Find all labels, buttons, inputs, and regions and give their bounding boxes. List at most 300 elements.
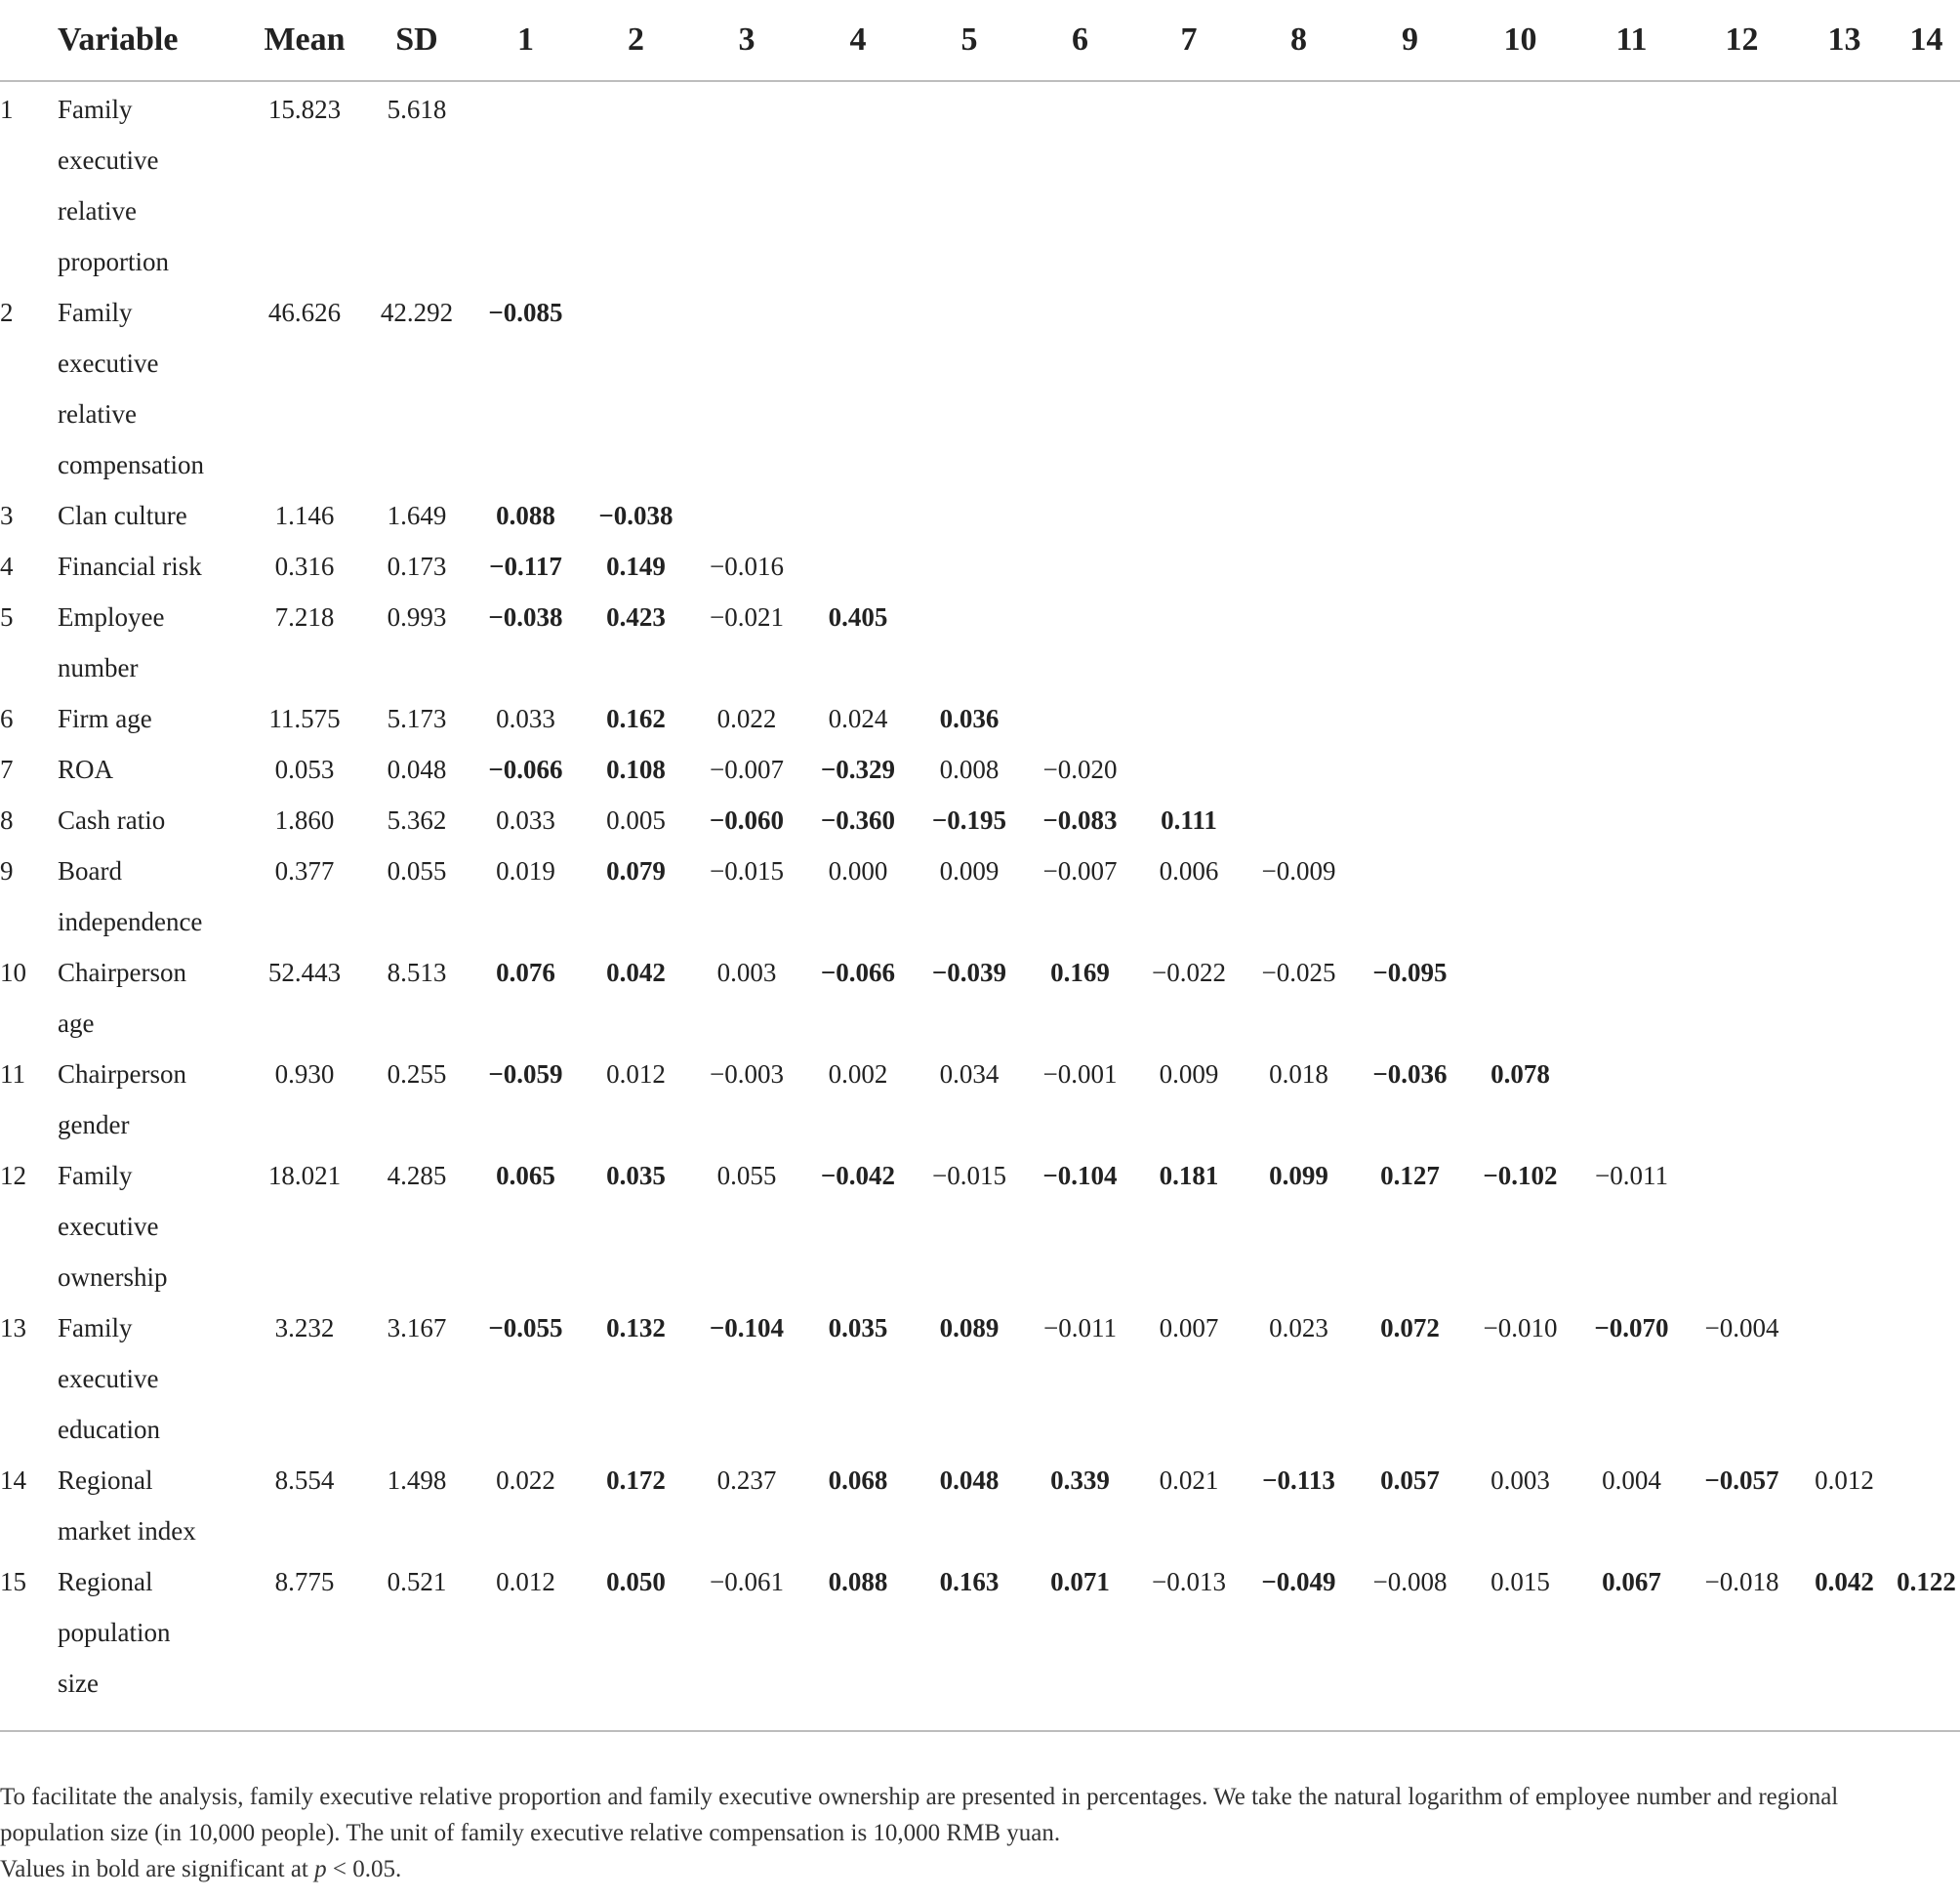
row-variable-name [58,1150,246,1302]
row-index: 6 [0,704,14,733]
header-index-col [0,0,58,81]
footnote-significance-suffix: < 0.05. [326,1856,402,1882]
correlation-cell: −0.025 [1261,958,1336,987]
empty-cell [1796,1302,1893,1455]
correlation-cell: 0.088 [496,501,555,530]
row-index: 8 [0,805,14,835]
row-variable-name [58,592,246,693]
correlation-cell: 0.405 [828,602,888,632]
empty-cell [1893,541,1960,592]
correlation-cell: −0.007 [1042,856,1118,886]
correlation-cell: 0.122 [1897,1567,1956,1596]
correlation-cell: 0.035 [828,1313,888,1342]
correlation-cell: −0.010 [1483,1313,1558,1342]
variable-name-line: size [58,1669,99,1698]
empty-cell [1465,541,1575,592]
empty-cell [1796,795,1893,846]
empty-cell [1796,947,1893,1049]
empty-cell [1135,744,1243,795]
empty-cell [1796,693,1893,744]
empty-cell [1796,592,1893,693]
row-mean: 0.930 [274,1059,335,1089]
row-index: 5 [0,602,14,632]
correlation-cell: 0.099 [1269,1161,1328,1190]
empty-cell [1688,490,1796,541]
empty-cell [1135,287,1243,490]
correlation-cell: 0.079 [606,856,666,886]
header-col-7: 7 [1135,0,1243,81]
row-sd: 42.292 [380,298,454,327]
empty-cell [1575,795,1688,846]
row-sd: 0.993 [387,602,447,632]
correlation-cell: 0.015 [1490,1567,1550,1596]
correlation-cell: 0.169 [1050,958,1110,987]
variable-name-line: Chairperson [58,958,186,987]
empty-cell [1893,693,1960,744]
empty-cell [1893,1049,1960,1150]
table-row [0,490,1960,541]
correlation-cell: 0.036 [939,704,1000,733]
empty-cell [1243,744,1355,795]
header-col-12: 12 [1688,0,1796,81]
empty-cell [1575,287,1688,490]
row-variable-name [58,744,246,795]
row-index: 10 [0,958,26,987]
variable-name-line: number [58,653,139,682]
row-variable-name [58,287,246,490]
row-mean: 1.146 [274,501,335,530]
empty-cell [581,81,691,287]
header-col-6: 6 [1025,0,1135,81]
empty-cell [1575,947,1688,1049]
empty-cell [1688,795,1796,846]
variable-name-line: executive [58,1364,159,1393]
correlation-cell: 0.022 [496,1465,555,1495]
row-index: 2 [0,298,14,327]
correlation-cell: 0.237 [716,1465,777,1495]
correlation-cell: −0.195 [931,805,1007,835]
row-mean: 1.860 [274,805,335,835]
correlation-cell: 0.002 [828,1059,888,1089]
empty-cell [914,592,1025,693]
empty-cell [1688,693,1796,744]
correlation-cell: 0.163 [939,1567,1000,1596]
row-variable-name [58,846,246,947]
empty-cell [1688,846,1796,947]
empty-cell [1135,592,1243,693]
correlation-cell: −0.061 [710,1567,784,1596]
row-variable-name [58,1455,246,1556]
empty-cell [1355,592,1465,693]
empty-cell [1796,81,1893,287]
empty-cell [1575,693,1688,744]
correlation-cell: 0.423 [606,602,666,632]
correlation-cell: 0.181 [1159,1161,1219,1190]
correlation-cell: 0.127 [1380,1161,1440,1190]
variable-name-line: executive [58,145,159,175]
row-mean: 18.021 [267,1161,342,1190]
correlation-cell: −0.104 [1042,1161,1118,1190]
correlation-cell: 0.067 [1602,1567,1661,1596]
table-row [0,592,1960,693]
correlation-cell: −0.011 [1043,1313,1117,1342]
empty-cell [1355,693,1465,744]
correlation-cell: −0.060 [709,805,785,835]
empty-cell [1796,846,1893,947]
correlation-cell: −0.021 [710,602,784,632]
footnote-significance-prefix: Values in bold are significant at [0,1856,315,1882]
table-row [0,1150,1960,1302]
empty-cell [1355,81,1465,287]
correlation-cell: 0.078 [1490,1059,1550,1089]
empty-cell [1575,541,1688,592]
correlation-cell: 0.065 [496,1161,555,1190]
empty-cell [1465,490,1575,541]
variable-name-line: independence [58,907,203,936]
correlation-cell: 0.012 [1815,1465,1874,1495]
row-index: 4 [0,552,14,581]
empty-cell [1025,490,1135,541]
header-col-3: 3 [691,0,802,81]
variable-name-line: relative [58,399,137,429]
empty-cell [1893,287,1960,490]
footnote-significance [0,1851,1942,1887]
row-variable-name [58,490,246,541]
correlation-cell: −0.013 [1152,1567,1226,1596]
correlation-cell: 0.042 [1815,1567,1874,1596]
empty-cell [1025,541,1135,592]
variable-name-line: Family [58,1313,133,1342]
correlation-cell: −0.007 [710,755,784,784]
empty-cell [1893,592,1960,693]
empty-cell [1243,693,1355,744]
empty-cell [1135,693,1243,744]
correlation-cell: −0.085 [488,298,563,327]
correlation-cell: 0.339 [1050,1465,1110,1495]
empty-cell [1025,592,1135,693]
empty-cell [1243,541,1355,592]
table-row [0,1302,1960,1455]
empty-cell [802,81,914,287]
correlation-cell: 0.071 [1050,1567,1110,1596]
variable-name-line: population [58,1618,171,1647]
correlation-cell: 0.023 [1269,1313,1328,1342]
correlation-cell: −0.004 [1704,1313,1779,1342]
row-index: 7 [0,755,14,784]
table-row [0,1049,1960,1150]
correlation-cell: 0.172 [606,1465,666,1495]
correlation-cell: 0.057 [1380,1465,1440,1495]
empty-cell [1575,490,1688,541]
correlation-cell: −0.015 [710,856,784,886]
row-variable-name [58,1049,246,1150]
empty-cell [1796,1150,1893,1302]
row-sd: 0.521 [387,1567,447,1596]
correlation-cell: −0.066 [820,958,896,987]
row-index: 11 [0,1059,25,1089]
correlation-cell: −0.011 [1595,1161,1668,1190]
empty-cell [1796,744,1893,795]
correlation-cell: −0.057 [1704,1465,1779,1495]
correlation-cell: −0.020 [1042,755,1118,784]
correlation-cell: −0.055 [488,1313,563,1342]
empty-cell [1243,81,1355,287]
empty-cell [1796,541,1893,592]
empty-cell [1893,490,1960,541]
row-index: 1 [0,95,14,124]
correlation-cell: 0.008 [939,755,1000,784]
empty-cell [470,81,581,287]
header-col-5: 5 [914,0,1025,81]
correlation-cell: 0.000 [828,856,888,886]
correlation-cell: 0.003 [1490,1465,1550,1495]
correlation-cell: −0.113 [1262,1465,1335,1495]
variable-name-line: Financial risk [58,552,202,581]
correlation-cell: −0.038 [488,602,563,632]
empty-cell [1893,81,1960,287]
header-row [0,0,1960,81]
empty-cell [1355,490,1465,541]
empty-cell [581,287,691,490]
correlation-cell: 0.108 [606,755,666,784]
correlation-cell: −0.059 [488,1059,563,1089]
row-mean: 11.575 [268,704,341,733]
empty-cell [802,287,914,490]
table-row [0,1556,1960,1731]
footnote-p-symbol: p [314,1856,327,1882]
correlation-cell: 0.035 [606,1161,666,1190]
header-col-9: 9 [1355,0,1465,81]
empty-cell [1243,795,1355,846]
row-mean: 8.775 [274,1567,335,1596]
empty-cell [1465,81,1575,287]
correlation-cell: 0.132 [606,1313,666,1342]
table-body [0,81,1960,1731]
correlation-cell: 0.003 [716,958,777,987]
correlation-cell: 0.022 [716,704,777,733]
empty-cell [1025,81,1135,287]
variable-name-line: proportion [58,247,169,276]
variable-name-line: executive [58,349,159,378]
empty-cell [1796,490,1893,541]
row-mean: 8.554 [274,1465,335,1495]
row-mean: 15.823 [267,95,342,124]
correlation-cell: 0.042 [606,958,666,987]
variable-name-line: education [58,1415,160,1444]
empty-cell [914,287,1025,490]
correlation-cell: 0.009 [939,856,1000,886]
variable-name-line: Board [58,856,122,886]
header-col-8: 8 [1243,0,1355,81]
correlation-cell: 0.034 [939,1059,1000,1089]
correlation-cell: 0.076 [496,958,555,987]
empty-cell [914,541,1025,592]
empty-cell [1575,81,1688,287]
empty-cell [1688,592,1796,693]
correlation-cell: −0.102 [1483,1161,1558,1190]
header-col-11: 11 [1575,0,1688,81]
variable-name-line: Clan culture [58,501,187,530]
empty-cell [1355,846,1465,947]
correlation-cell: 0.089 [939,1313,1000,1342]
correlation-cell: −0.039 [931,958,1007,987]
row-index: 12 [0,1161,26,1190]
row-sd: 3.167 [387,1313,447,1342]
empty-cell [1465,795,1575,846]
empty-cell [1465,592,1575,693]
table-row [0,81,1960,287]
header-col-2: 2 [581,0,691,81]
empty-cell [1688,947,1796,1049]
empty-cell [1025,693,1135,744]
correlation-cell: 0.162 [606,704,666,733]
correlation-cell: −0.015 [932,1161,1006,1190]
correlation-cell: −0.018 [1704,1567,1779,1596]
row-sd: 5.362 [387,805,447,835]
variable-name-line: Family [58,298,133,327]
row-sd: 1.498 [387,1465,447,1495]
table-row [0,947,1960,1049]
correlation-cell: −0.049 [1261,1567,1336,1596]
header-mean: Mean [246,0,363,81]
variable-name-line: Firm age [58,704,152,733]
header-col-13: 13 [1796,0,1893,81]
empty-cell [802,541,914,592]
table-row [0,1455,1960,1556]
empty-cell [1465,947,1575,1049]
empty-cell [1893,1455,1960,1556]
correlation-cell: 0.048 [939,1465,1000,1495]
correlation-cell: 0.012 [606,1059,666,1089]
table-row [0,795,1960,846]
header-sd: SD [363,0,470,81]
row-sd: 8.513 [387,958,447,987]
header-col-10: 10 [1465,0,1575,81]
empty-cell [1893,795,1960,846]
header-col-4: 4 [802,0,914,81]
empty-cell [1465,693,1575,744]
variable-name-line: ROA [58,755,114,784]
empty-cell [1465,744,1575,795]
row-index: 13 [0,1313,26,1342]
correlation-cell: −0.066 [488,755,563,784]
empty-cell [1465,846,1575,947]
row-sd: 1.649 [387,501,447,530]
empty-cell [1688,541,1796,592]
empty-cell [1243,287,1355,490]
empty-cell [691,81,802,287]
correlation-cell: 0.021 [1159,1465,1219,1495]
table-header [0,0,1960,81]
row-sd: 0.055 [387,856,447,886]
empty-cell [914,490,1025,541]
variable-name-line: Chairperson [58,1059,186,1089]
row-index: 14 [0,1465,26,1495]
correlation-cell: 0.111 [1161,805,1217,835]
correlation-cell: −0.083 [1042,805,1118,835]
variable-name-line: Regional [58,1567,153,1596]
correlation-cell: −0.008 [1372,1567,1448,1596]
correlation-cell: 0.009 [1159,1059,1219,1089]
empty-cell [1893,947,1960,1049]
variable-name-line: Employee [58,602,165,632]
empty-cell [1796,287,1893,490]
correlation-cell: −0.036 [1372,1059,1448,1089]
correlation-cell: 0.007 [1159,1313,1219,1342]
correlation-cell: −0.104 [709,1313,785,1342]
table-footnotes [0,1779,1942,1887]
empty-cell [1688,81,1796,287]
row-mean: 0.377 [274,856,335,886]
variable-name-line: Regional [58,1465,153,1495]
variable-name-line: Family [58,95,133,124]
row-sd: 4.285 [387,1161,447,1190]
table-row [0,846,1960,947]
variable-name-line: relative [58,196,137,226]
empty-cell [1893,846,1960,947]
row-variable-name [58,947,246,1049]
correlation-cell: 0.024 [828,704,888,733]
variable-name-line: market index [58,1516,196,1546]
empty-cell [1355,744,1465,795]
row-index: 3 [0,501,14,530]
correlation-cell: −0.016 [710,552,784,581]
row-variable-name [58,693,246,744]
row-mean: 0.316 [274,552,335,581]
empty-cell [1893,1302,1960,1455]
empty-cell [1243,490,1355,541]
correlation-cell: 0.018 [1269,1059,1328,1089]
row-index: 9 [0,856,14,886]
correlation-cell: 0.019 [496,856,555,886]
table-row [0,287,1960,490]
row-mean: 0.053 [274,755,335,784]
empty-cell [691,287,802,490]
correlation-cell: −0.095 [1372,958,1448,987]
correlation-cell: −0.042 [820,1161,896,1190]
empty-cell [1135,490,1243,541]
row-variable-name [58,541,246,592]
row-sd: 5.618 [387,95,447,124]
empty-cell [1575,1049,1688,1150]
correlation-cell: −0.009 [1261,856,1336,886]
row-mean: 3.232 [274,1313,335,1342]
correlation-cell: −0.038 [598,501,674,530]
row-sd: 0.048 [387,755,447,784]
correlation-cell: 0.149 [606,552,666,581]
correlation-cell: −0.070 [1594,1313,1669,1342]
empty-cell [1575,744,1688,795]
row-variable-name [58,1302,246,1455]
row-variable-name [58,81,246,287]
empty-cell [1575,592,1688,693]
empty-cell [1025,287,1135,490]
empty-cell [914,81,1025,287]
correlation-cell: 0.033 [496,805,555,835]
variable-name-line: ownership [58,1262,168,1292]
empty-cell [1688,287,1796,490]
empty-cell [1355,541,1465,592]
empty-cell [1688,1049,1796,1150]
empty-cell [1893,1150,1960,1302]
variable-name-line: Family [58,1161,133,1190]
empty-cell [1465,287,1575,490]
empty-cell [1688,744,1796,795]
row-sd: 0.255 [387,1059,447,1089]
correlation-cell: −0.022 [1152,958,1226,987]
header-col-14: 14 [1893,0,1960,81]
empty-cell [1355,795,1465,846]
